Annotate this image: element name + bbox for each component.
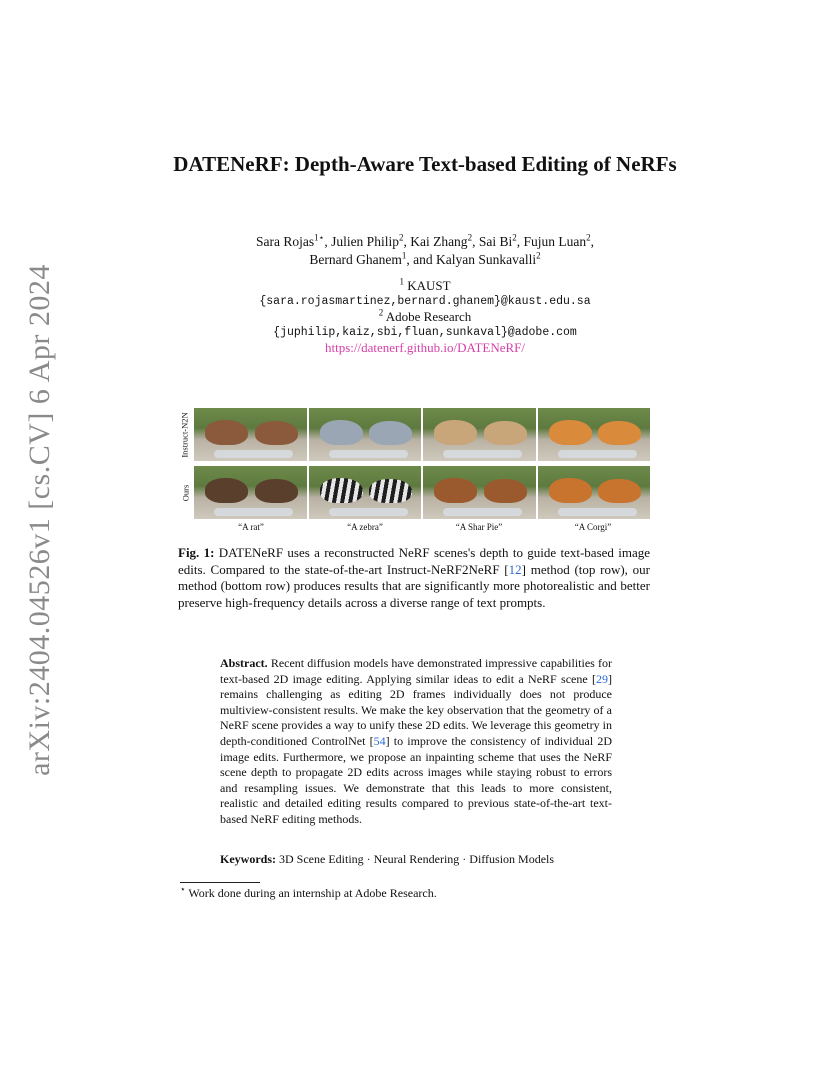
- footnote-mark: ⋆: [180, 884, 186, 894]
- affil-email: {juphilip,kaiz,sbi,fluan,sunkaval}@adobe.com: [273, 325, 577, 339]
- citation-link[interactable]: 29: [596, 671, 608, 686]
- citation-link[interactable]: 54: [373, 733, 386, 748]
- affil-name: Adobe Research: [385, 309, 472, 324]
- row-label-text: Instruct-N2N: [180, 411, 191, 458]
- prompt-label: “A Corgi”: [574, 522, 612, 532]
- figure-image: [538, 466, 651, 519]
- author-name: Kalyan Sunkavalli: [436, 252, 537, 267]
- author-sup: 2: [536, 250, 541, 261]
- image-row-ours: [194, 466, 650, 519]
- footnote: [180, 886, 650, 901]
- figure-image: [309, 466, 422, 519]
- author-name: Fujun Luan: [523, 234, 587, 249]
- author-name: Julien Philip: [331, 234, 399, 249]
- author-sup: 1: [401, 250, 407, 261]
- abstract-label: Abstract.: [220, 656, 268, 670]
- citation-link[interactable]: 12: [508, 561, 522, 577]
- figure-image: [538, 408, 651, 461]
- affiliations: [150, 278, 700, 356]
- paper-title: DATENeRF: Depth-Aware Text-based Editing of NeRFs: [173, 152, 677, 176]
- caption-text: ] method (top row), our method (bottom row) produces results that are significantly more photorealistic and better preserve high-frequency details across a diverse range of text prompts.: [178, 561, 651, 610]
- author-sup: 2: [586, 232, 591, 243]
- prompt-captions: [194, 522, 650, 532]
- author-name: Kai Zhang: [410, 234, 468, 249]
- row-label-bottom: [178, 466, 192, 519]
- prompt-label: “A zebra”: [347, 522, 383, 532]
- affil-number: 1: [399, 276, 404, 287]
- affil-number: 2: [378, 307, 384, 318]
- arxiv-stamp: [8, 264, 72, 776]
- keywords: [220, 852, 612, 868]
- abstract-text: ] remains challenging as editing 2D frames individually does not produce multiview-consistent results. We make the key observation that the geometry of a NeRF scene provides a way to unify these 2D edits. We leverage this geometry in depth-conditioned ControlNet [: [220, 671, 612, 748]
- figure-image: [194, 466, 307, 519]
- project-url-link[interactable]: https://datenerf.github.io/DATENeRF/: [324, 340, 526, 355]
- abstract: [220, 656, 612, 828]
- row-label-text: Ours: [180, 484, 190, 501]
- abstract-text: Recent diffusion models have demonstrated impressive capabilities for text-based 2D image editing. Applying similar ideas to edit a NeRF scene [: [220, 656, 612, 686]
- prompt-label: “A Shar Pie”: [455, 522, 503, 532]
- author-sup: 2: [398, 232, 404, 243]
- affil-name: KAUST: [407, 278, 451, 293]
- keywords-label: Keywords:: [220, 852, 276, 866]
- author-name: Bernard Ghanem: [309, 252, 402, 267]
- keywords-text: 3D Scene Editing · Neural Rendering · Diffusion Models: [276, 852, 555, 866]
- figure-label: Fig. 1:: [178, 545, 215, 560]
- image-row-baseline: [194, 408, 650, 461]
- figure-image: [194, 408, 307, 461]
- author-sup: 1⋆: [314, 232, 325, 243]
- abstract-text: ] to improve the consistency of individual 2D image edits. Furthermore, we propose an inpainting scheme that uses the NeRF scene depth to propagate 2D edits across images while staying robust to errors and resampling issues. We demonstrate that this leads to more consistent, realistic and detailed editing results compared to previous state-of-the-art text-based NeRF editing methods.: [220, 733, 612, 826]
- affil-email: {sara.rojasmartinez,bernard.ghanem}@kaust.edu.sa: [259, 294, 591, 308]
- figure-image: [423, 466, 536, 519]
- figure-caption: [178, 545, 650, 611]
- teaser-figure: [178, 408, 654, 534]
- author-name: Sai Bi: [478, 234, 513, 249]
- author-name: Sara Rojas: [256, 234, 315, 249]
- figure-image: [309, 408, 422, 461]
- prompt-label: “A rat”: [238, 522, 264, 532]
- author-list: Sara Rojas$^{1⋆}$, Julien Philip$^2$, Kai Zhang$^2$, Sai Bi$^2$, Fujun Luan$^2$, Bernard Ghanem$^1$, and Kalyan Sunkavalli$^2$: [256, 232, 594, 267]
- footnote-text: Work done during an internship at Adobe Research.: [185, 886, 437, 900]
- caption-text: DATENeRF uses a reconstructed NeRF scenes's depth to guide text-based image edits. Compared to the state-of-the-art Instruct-NeRF2NeRF [: [178, 545, 650, 577]
- arxiv-stamp-text: arXiv:2404.04526v1 [cs.CV] 6 Apr 2024: [23, 264, 57, 776]
- figure-image: [423, 408, 536, 461]
- footnote-rule: [180, 882, 260, 883]
- author-sup: 2: [467, 232, 473, 243]
- row-label-top: [178, 408, 192, 461]
- author-sup: 2: [512, 232, 517, 243]
